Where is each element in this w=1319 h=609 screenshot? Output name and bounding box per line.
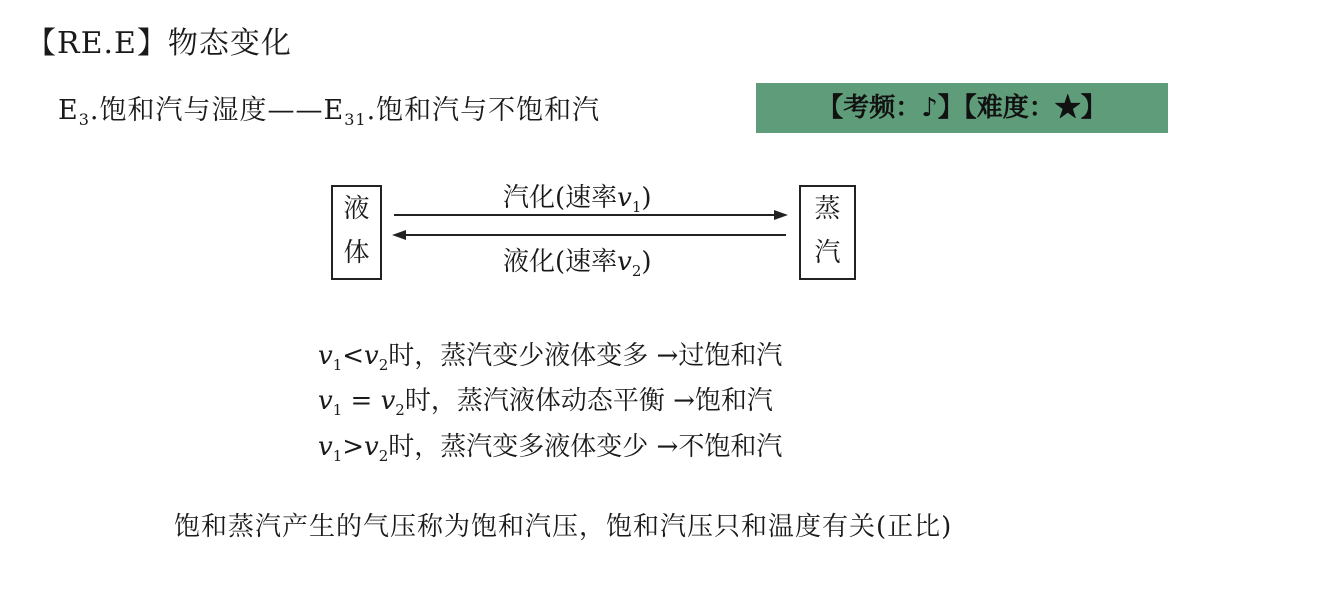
var-v2: v: [364, 341, 379, 371]
vaporization-close: ): [641, 183, 652, 213]
rate-sub: 2: [631, 262, 642, 280]
var-v1: v: [318, 341, 333, 371]
liquid-box-char-2: 体: [343, 238, 370, 268]
condition-text: 时，蒸汽变少液体变多 →过饱和汽: [388, 341, 783, 371]
condition-text: 时，蒸汽液体动态平衡 →饱和汽: [404, 386, 773, 416]
heading-middle-sub: 31: [344, 110, 367, 129]
sub-2: 2: [378, 356, 389, 374]
sub-2: 2: [378, 447, 389, 465]
heading-middle: .饱和汽与湿度——E: [89, 95, 345, 126]
liquid-box: [331, 185, 382, 280]
comparison-op: >: [342, 432, 365, 462]
condition-line: [318, 380, 773, 419]
condition-line: [318, 335, 782, 374]
condition-text: 时，蒸汽变多液体变少 →不饱和汽: [388, 432, 783, 462]
vapor-box: [799, 185, 856, 280]
liquefaction-label: [503, 241, 652, 280]
saturation-pressure-note: 饱和蒸汽产生的气压称为饱和汽压，饱和汽压只和温度有关(正比): [174, 512, 953, 542]
comparison-op: =: [342, 386, 381, 416]
sub-1: 1: [332, 356, 343, 374]
vaporization-arrowhead: [774, 210, 788, 220]
page-title: 【RE.E】物态变化: [26, 26, 292, 61]
rate-var: v: [617, 247, 632, 277]
vapor-box-char-2: 汽: [814, 238, 841, 268]
sub-1: 1: [332, 447, 343, 465]
vaporization-label: [503, 177, 652, 216]
liquefaction-arrowhead: [392, 230, 406, 240]
heading-suffix: .饱和汽与不饱和汽: [366, 95, 601, 126]
liquefaction-text: 液化(速率: [503, 247, 618, 277]
vapor-box-char-1: 蒸: [814, 194, 841, 224]
condition-line: [318, 426, 782, 465]
var-v2: v: [380, 386, 396, 416]
liquid-box-char-1: 液: [343, 194, 370, 224]
section-heading: [58, 88, 600, 129]
var-v1: v: [318, 386, 333, 416]
rate-sub: 1: [631, 198, 642, 216]
heading-prefix-sub: 3: [78, 110, 90, 129]
comparison-op: <: [342, 341, 365, 371]
rate-var: v: [617, 183, 632, 213]
sub-1: 1: [332, 401, 343, 419]
heading-prefix: E: [58, 95, 79, 126]
vaporization-text: 汽化(速率: [503, 183, 618, 213]
frequency-difficulty-badge: 【考频：♪】【难度：★】: [756, 83, 1168, 133]
var-v1: v: [318, 432, 333, 462]
sub-2: 2: [395, 401, 405, 419]
liquefaction-close: ): [641, 247, 652, 277]
var-v2: v: [364, 432, 379, 462]
